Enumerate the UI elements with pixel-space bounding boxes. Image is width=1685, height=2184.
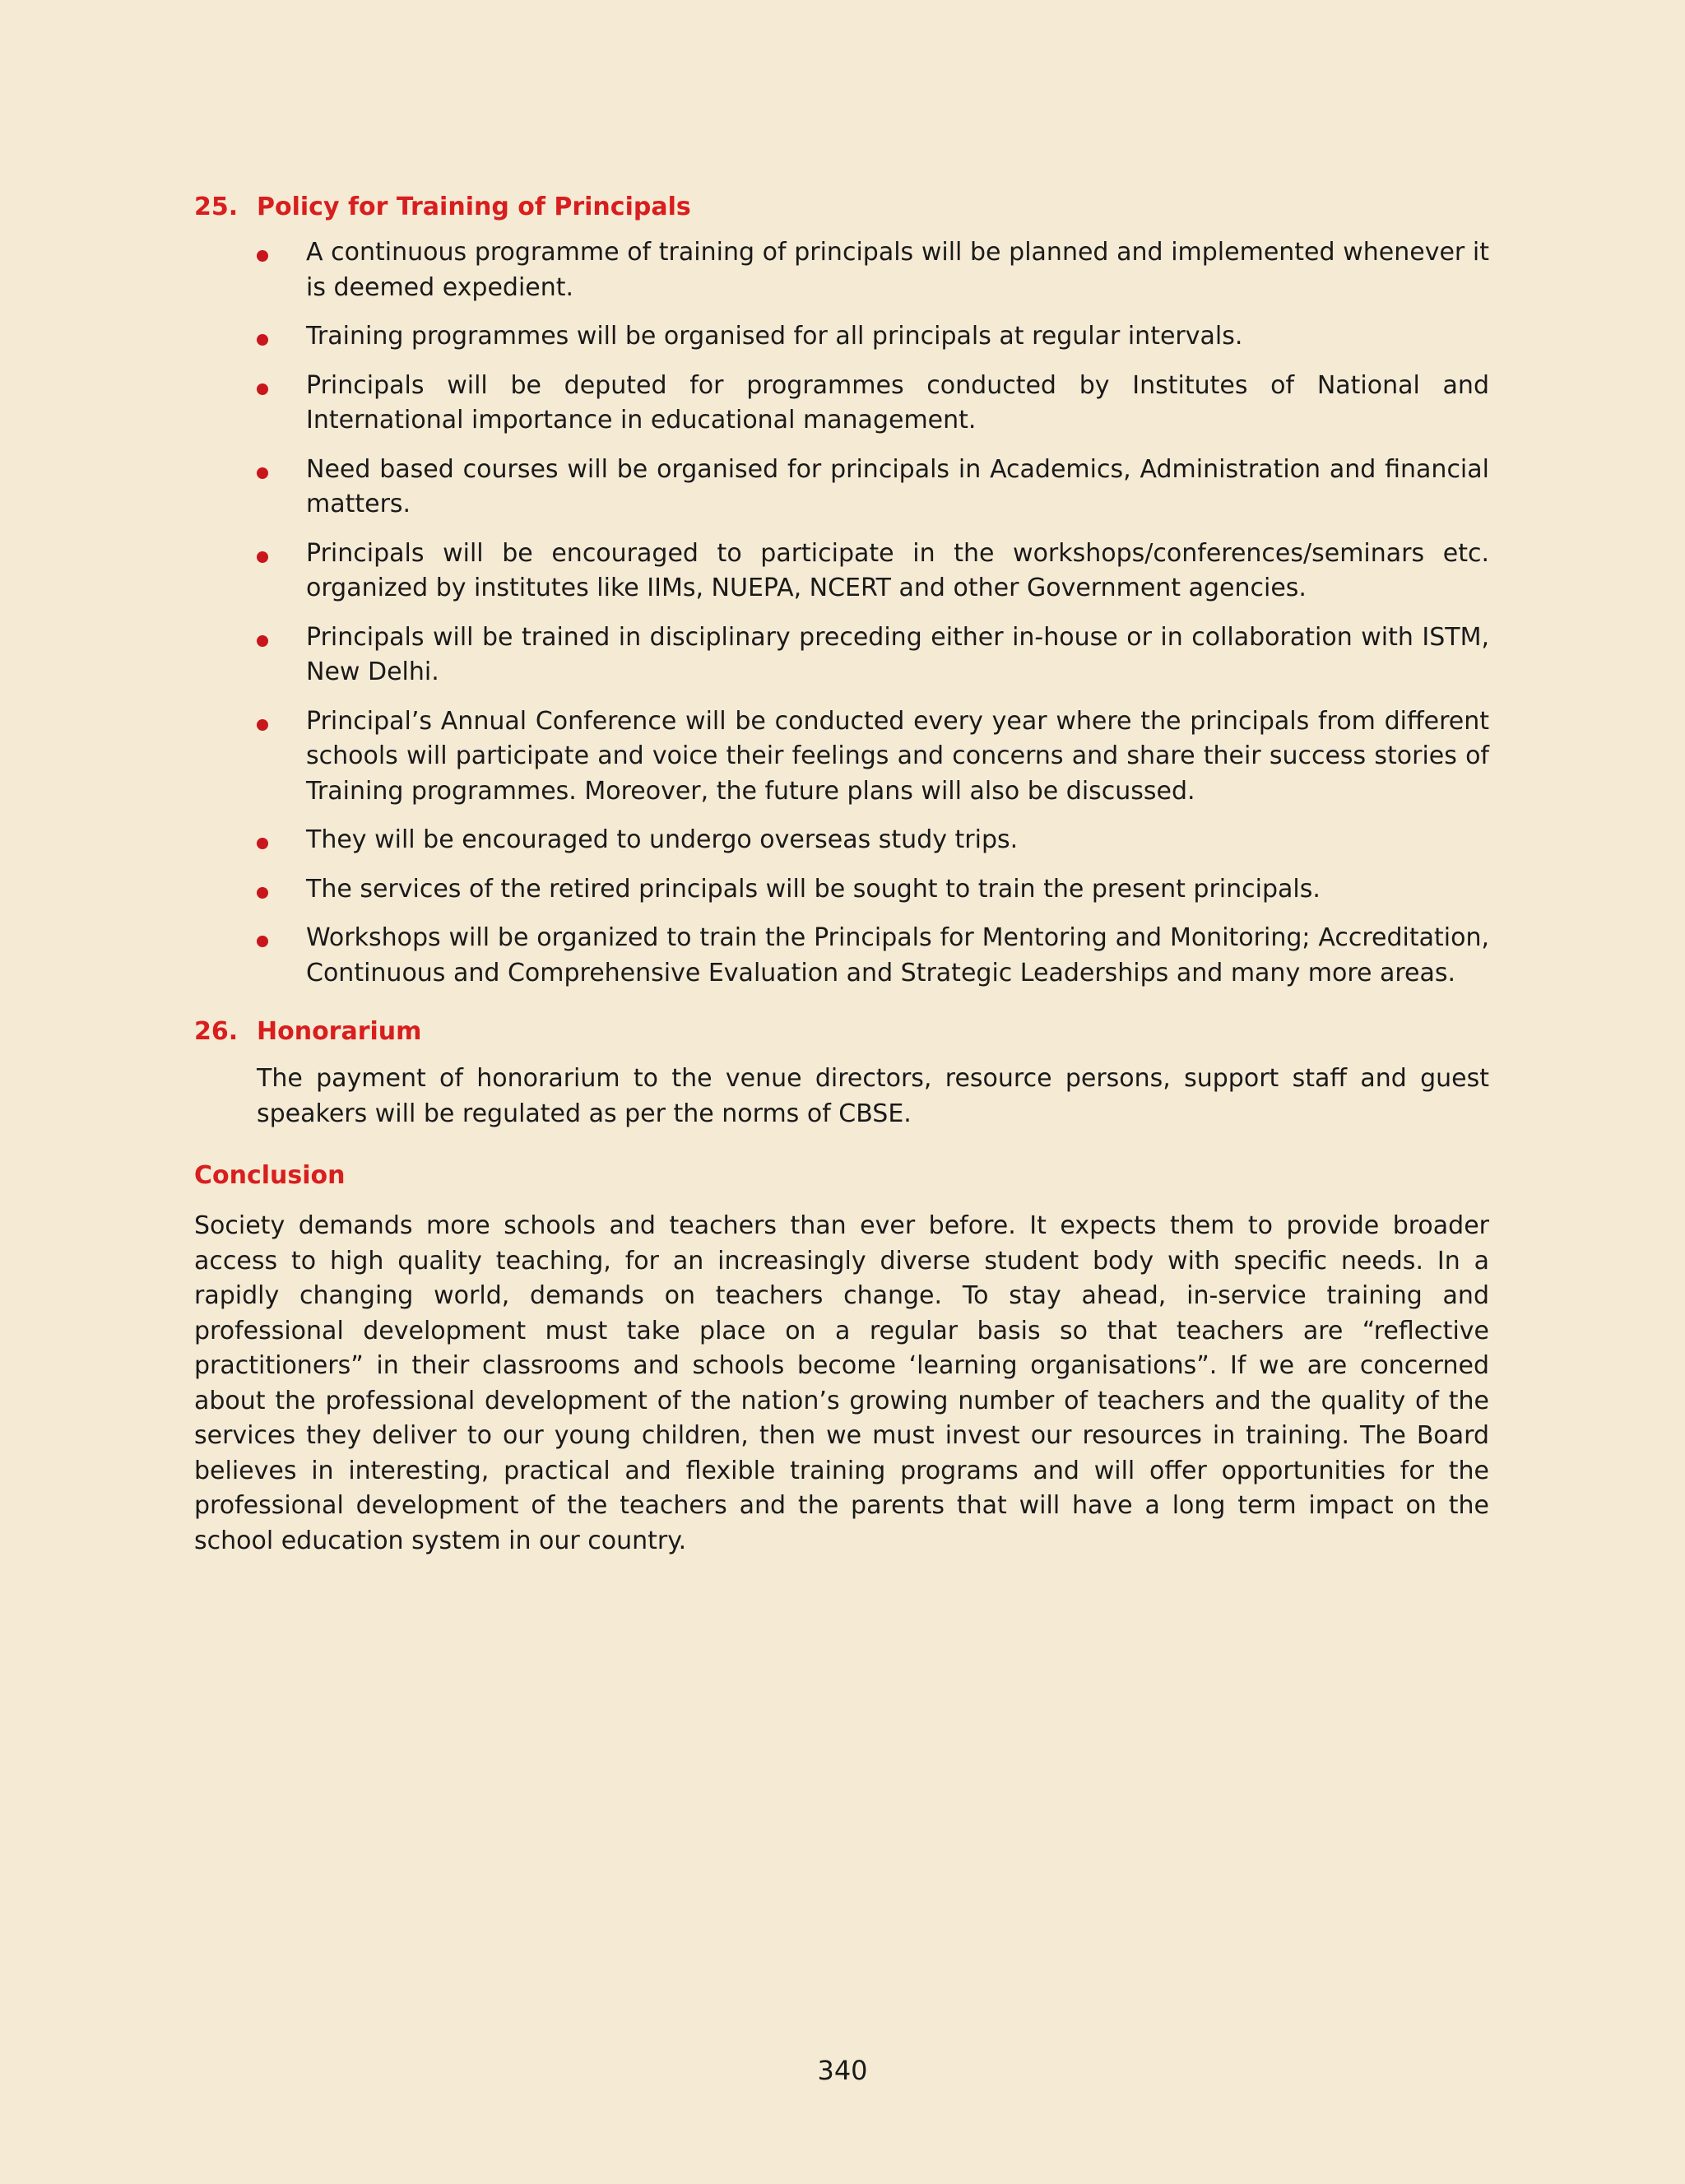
section-number: 26. <box>194 1017 239 1046</box>
bullet-icon <box>257 250 268 262</box>
list-item-text: Principals will be encouraged to participate in the workshops/conferences/seminars etc. organized by institutes like IIMs, NUEPA, NCERT and other Government agencies. <box>306 538 1489 602</box>
honorarium-paragraph: The payment of honorarium to the venue directors, resource persons, support staff and guest speakers will be regulated as per the norms of CBSE. <box>257 1064 1489 1128</box>
section-title: Honorarium <box>257 1017 422 1046</box>
conclusion-paragraph: Society demands more schools and teachers than ever before. It expects them to provide broader access to high quality teaching, for an increasingly diverse student body with specific needs. In a rapidly changing world, demands on teachers change. To stay ahead, in-service training and professional development must take place on a regular basis so that teachers are “reflective practitioners” in their classrooms and schools become ‘learning organisations”. If we are concerned about the professional development of the nation’s growing number of teachers and the quality of the services they deliver to our young children, then we must invest our resources in training. The Board believes in interesting, practical and flexible training programs and will offer opportunities for the professional development of the teachers and the parents that will have a long term impact on the school education system in our country. <box>194 1211 1489 1555</box>
conclusion-heading: Conclusion <box>194 1161 346 1190</box>
list-item <box>257 537 1489 606</box>
page-content <box>194 188 1489 1559</box>
list-item <box>257 704 1489 810</box>
principal-training-list <box>194 235 1489 991</box>
list-item <box>257 921 1489 991</box>
list-item-text: Principal’s Annual Conference will be conducted every year where the principals from different schools will participate and voice their feelings and concerns and share their success stories of Training programmes. Moreover, the future plans will also be discussed. <box>306 706 1489 806</box>
bullet-icon <box>257 383 268 395</box>
bullet-icon <box>257 551 268 563</box>
section-title: Policy for Training of Principals <box>257 193 691 221</box>
bullet-icon <box>257 334 268 346</box>
list-item-text: The services of the retired principals will be sought to train the present principals. <box>306 874 1321 904</box>
list-item <box>257 235 1489 305</box>
list-item-text: They will be encouraged to undergo overseas study trips. <box>306 825 1019 854</box>
list-item <box>257 319 1489 355</box>
bullet-icon <box>257 887 268 899</box>
bullet-icon <box>257 635 268 647</box>
list-item-text: Workshops will be organized to train the Principals for Mentoring and Monitoring; Accreditation, Continuous and Comprehensive Evaluation and Strategic Leaderships and many more areas. <box>306 923 1489 987</box>
bullet-icon <box>257 719 268 731</box>
section-heading-26 <box>194 1012 1489 1052</box>
bullet-icon <box>257 936 268 947</box>
section-heading-25 <box>194 188 1489 227</box>
list-item-text: Training programmes will be organised for all principals at regular intervals. <box>306 322 1243 351</box>
list-item-text: Principals will be deputed for programmes conducted by Institutes of National and International importance in educational management. <box>306 370 1489 434</box>
list-item <box>257 453 1489 523</box>
section-number: 25. <box>194 193 239 221</box>
page-number: 340 <box>817 2055 868 2086</box>
list-item <box>257 620 1489 690</box>
list-item-text: A continuous programme of training of principals will be planned and implemented whenever it is deemed expedient. <box>306 238 1489 302</box>
list-item <box>257 369 1489 439</box>
list-item <box>257 872 1489 908</box>
list-item-text: Need based courses will be organised for principals in Academics, Administration and financial matters. <box>306 454 1489 518</box>
bullet-icon <box>257 467 268 479</box>
list-item-text: Principals will be trained in disciplinary preceding either in-house or in collaboration with ISTM, New Delhi. <box>306 622 1489 686</box>
bullet-icon <box>257 838 268 849</box>
list-item <box>257 823 1489 858</box>
